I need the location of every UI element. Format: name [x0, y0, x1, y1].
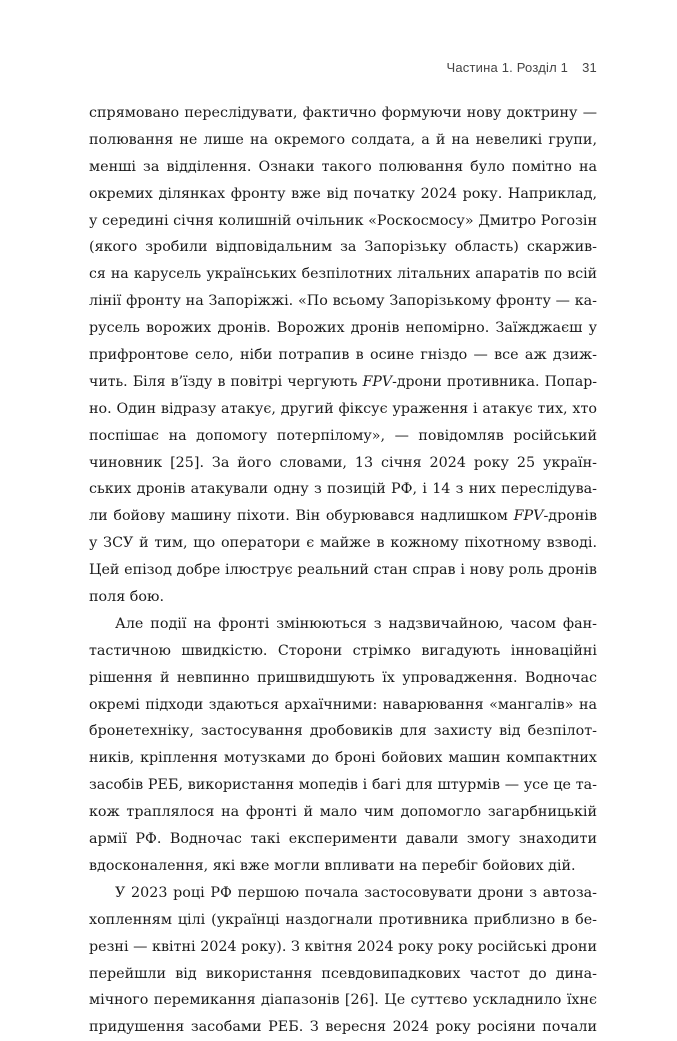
text-line: кож траплялося на фронті й мало чим допомогло загарбницькій — [89, 804, 597, 821]
text-line: лінії фронту на Запоріжжі. «По всьому Запорізькому фронту — ка- — [89, 293, 597, 310]
text-line: Але події на фронті змінюються з надзвичайною, часом фан- — [115, 615, 597, 632]
text-line: тастичною швидкістю. Сторони стрімко вигадують інноваційні — [89, 642, 597, 659]
text-line: у ЗСУ й тим, що оператори є майже в кожному піхотному взводі. — [89, 535, 597, 552]
text-line: ників, кріплення мотузками до броні бойових машин компактних — [89, 750, 597, 767]
text-line: резні — квітні 2024 року). З квітня 2024 року року російські дрони — [89, 938, 597, 955]
text-line: мічного перемикання діапазонів [26]. Це суттєво ускладнило їхнє — [89, 992, 597, 1009]
text-line: но. Один відразу атакує, другий фіксує ураження і атакує тих, хто — [89, 400, 597, 417]
text-line: засобів РЕБ, використання мопедів і багі для штурмів — усе це та- — [89, 777, 597, 794]
text-line: ся на карусель українських безпілотних літальних апаратів по всій — [89, 266, 597, 283]
text-line: полювання не лише на окремого солдата, а й на невеликі групи, — [89, 131, 597, 148]
text-line: ли бойову машину піхоти. Він обурювався надлишком FPV-дронів — [89, 508, 597, 525]
text-line: поспішає на допомогу потерпілому», — повідомляв російський — [89, 427, 597, 444]
paragraph — [89, 880, 597, 1041]
text-line: окремих ділянках фронту вже від початку 2024 року. Наприклад, — [89, 185, 597, 202]
text-line: ських дронів атакували одну з позицій РФ, і 14 з них переслідува- — [89, 481, 597, 498]
text-line: хопленням цілі (українці наздогнали противника приблизно в бе- — [89, 911, 597, 928]
body-text — [89, 100, 597, 1041]
running-head — [446, 60, 597, 75]
paragraph — [89, 611, 597, 880]
section-title: Частина 1. Розділ 1 — [446, 60, 569, 75]
paragraph — [89, 100, 597, 611]
text-line: вдосконалення, які вже могли впливати на перебіг бойових дій. — [89, 857, 576, 874]
text-line: придушення засобами РЕБ. З вересня 2024 року росіяни почали — [89, 1019, 597, 1036]
text-line: чиновник [25]. За його словами, 13 січня 2024 року 25 україн- — [89, 454, 597, 471]
page-number: 31 — [582, 60, 597, 75]
text-line: У 2023 році РФ першою почала застосовувати дрони з автоза- — [115, 884, 597, 901]
text-line: прифронтове село, ніби потрапив в осине гніздо — все аж дзиж- — [89, 347, 597, 364]
text-line: у середині січня колишній очільник «Роскосмосу» Дмитро Рогозін — [89, 212, 597, 229]
text-line: Цей епізод добре ілюструє реальний стан справ і нову роль дронів — [89, 562, 597, 579]
text-line: (якого зробили відповідальним за Запорізьку область) скаржив- — [89, 239, 597, 256]
text-line: окремі підходи здаються архаїчними: наварювання «мангалів» на — [89, 696, 597, 713]
text-line: поля бою. — [89, 589, 164, 606]
text-line: чить. Біля в’їзду в повітрі чергують FPV-дрони противника. Попар- — [89, 373, 597, 390]
text-line: армії РФ. Водночас такі експерименти давали змогу знаходити — [89, 831, 597, 848]
text-line: русель ворожих дронів. Ворожих дронів непомірно. Заїжджаєш у — [89, 320, 597, 337]
text-line: менші за відділення. Ознаки такого полювання було помітно на — [89, 158, 597, 175]
text-line: спрямовано переслідувати, фактично формуючи нову доктрину — — [89, 105, 597, 121]
text-line: бронетехніку, застосування дробовиків для захисту від безпілот- — [89, 723, 597, 740]
text-line: рішення й невпинно пришвидшують їх упровадження. Водночас — [89, 669, 597, 686]
text-line: перейшли від використання псевдовипадкових частот до дина- — [89, 965, 597, 982]
